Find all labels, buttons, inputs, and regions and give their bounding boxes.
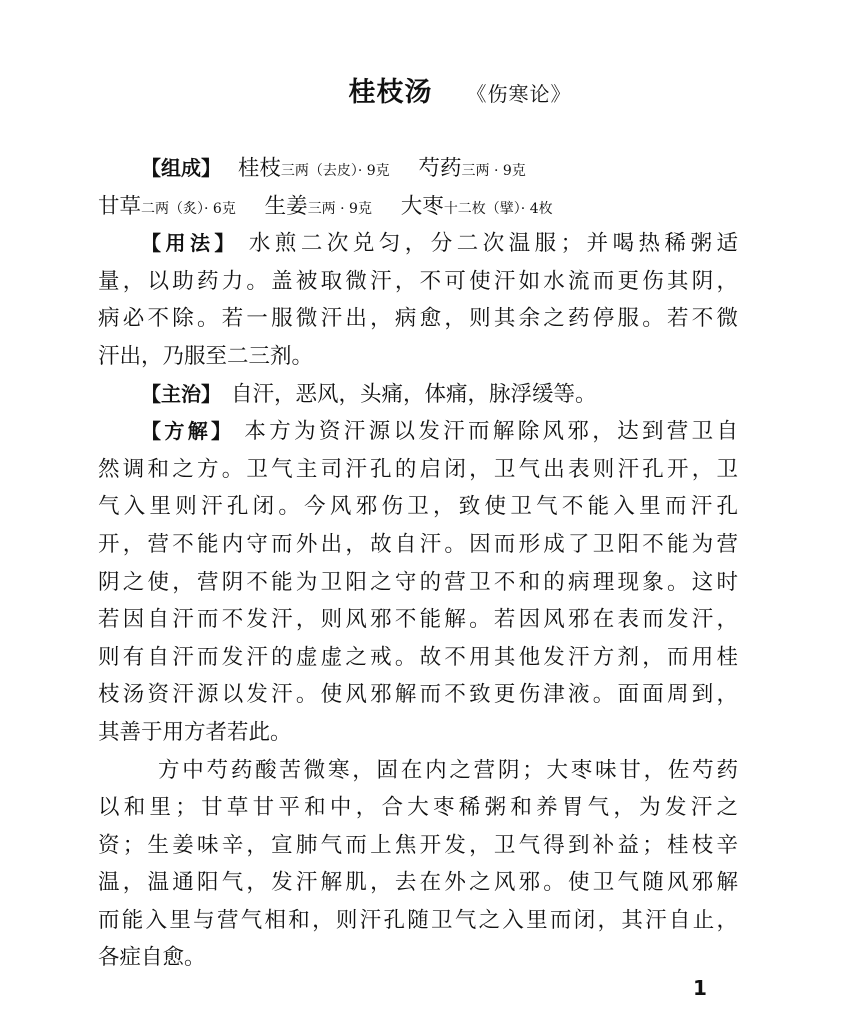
herb-dose: 三两（去皮）· 9克 <box>280 163 390 179</box>
explanation-line: 其善于用方者若此。 <box>98 719 292 745</box>
source-reference: 《伤寒论》 <box>466 82 572 106</box>
usage-line: 病必不除。若一服微汗出，病愈，则其余之药停服。若不微 <box>98 306 738 332</box>
explanation-line: 气入里则汗孔闭。今风邪伤卫，致使卫气不能入里而汗孔 <box>98 494 738 520</box>
composition-label: 【组成】 <box>141 156 221 180</box>
herb-name: 芍药 <box>418 156 462 181</box>
indication-text: 自汗，恶风，头痛，体痛，脉浮缓等。 <box>231 381 597 407</box>
explanation-line: 阴之使，营阴不能为卫阳之守的营卫不和的病理现象。这时 <box>98 569 738 595</box>
composition-line-2 <box>98 188 738 226</box>
usage-line: 汗出，乃服至二三剂。 <box>98 343 314 369</box>
page-number: 1 <box>693 976 707 1000</box>
page-title: 桂枝汤 <box>348 77 433 108</box>
explanation-line: 然调和之方。卫气主司汗孔的启闭，卫气出表则汗孔开，卫 <box>98 456 738 482</box>
herb-name: 生姜 <box>264 193 308 219</box>
indication-line <box>98 376 738 414</box>
herb-dose: 三两 · 9克 <box>461 163 526 179</box>
explanation-line: 开，营不能内守而外出，故自汗。因而形成了卫阳不能为营 <box>98 531 738 557</box>
herb-name: 甘草 <box>98 193 142 219</box>
paragraph-line: 温，温通阳气，发汗解肌，去在外之风邪。使卫气随风邪解 <box>98 870 738 896</box>
usage-line: 量，以助药力。盖被取微汗，不可使汗如水流而更伤其阴， <box>98 268 738 294</box>
paragraph-line: 资；生姜味辛，宣肺气而上焦开发，卫气得到补益；桂枝辛 <box>98 832 738 858</box>
explanation-text: 本方为资汗源以发汗而解除风邪，达到营卫自 <box>244 419 738 445</box>
herb-name: 桂枝 <box>237 156 281 181</box>
usage-text: 水煎二次兑匀，分二次温服；并喝热稀粥适 <box>248 231 738 257</box>
usage-label: 【用法】 <box>141 231 239 256</box>
herb-dose: 二两（炙）· 6克 <box>141 200 236 217</box>
explanation-line <box>98 413 738 451</box>
paragraph-line: 方中芍药酸苦微寒，固在内之营阴；大枣味甘，佐芍药 <box>158 757 738 783</box>
explanation-label: 【方解】 <box>141 419 235 444</box>
herb-dose: 三两 · 9克 <box>307 200 372 217</box>
paragraph-line: 而能入里与营气相和，则汗孔随卫气之入里而闭，其汗自止， <box>98 907 738 933</box>
document-body <box>98 150 738 977</box>
usage-line <box>98 225 738 263</box>
herb-dose: 十二枚（擘）· 4枚 <box>443 200 553 217</box>
herb-name: 大枣 <box>400 193 444 219</box>
paragraph-line: 各症自愈。 <box>98 945 206 971</box>
paragraph-line: 以和里；甘草甘平和中，合大枣稀粥和养胃气，为发汗之 <box>98 795 738 821</box>
explanation-line: 若因自汗而不发汗，则风邪不能解。若因风邪在表而发汗， <box>98 607 738 633</box>
title-row <box>0 70 860 109</box>
composition-line-1 <box>98 150 738 188</box>
explanation-line: 枝汤资汗源以发汗。使风邪解而不致更伤津液。面面周到， <box>98 682 738 708</box>
explanation-line: 则有自汗而发汗的虚虚之戒。故不用其他发汗方剂，而用桂 <box>98 644 738 670</box>
indication-label: 【主治】 <box>141 381 221 406</box>
